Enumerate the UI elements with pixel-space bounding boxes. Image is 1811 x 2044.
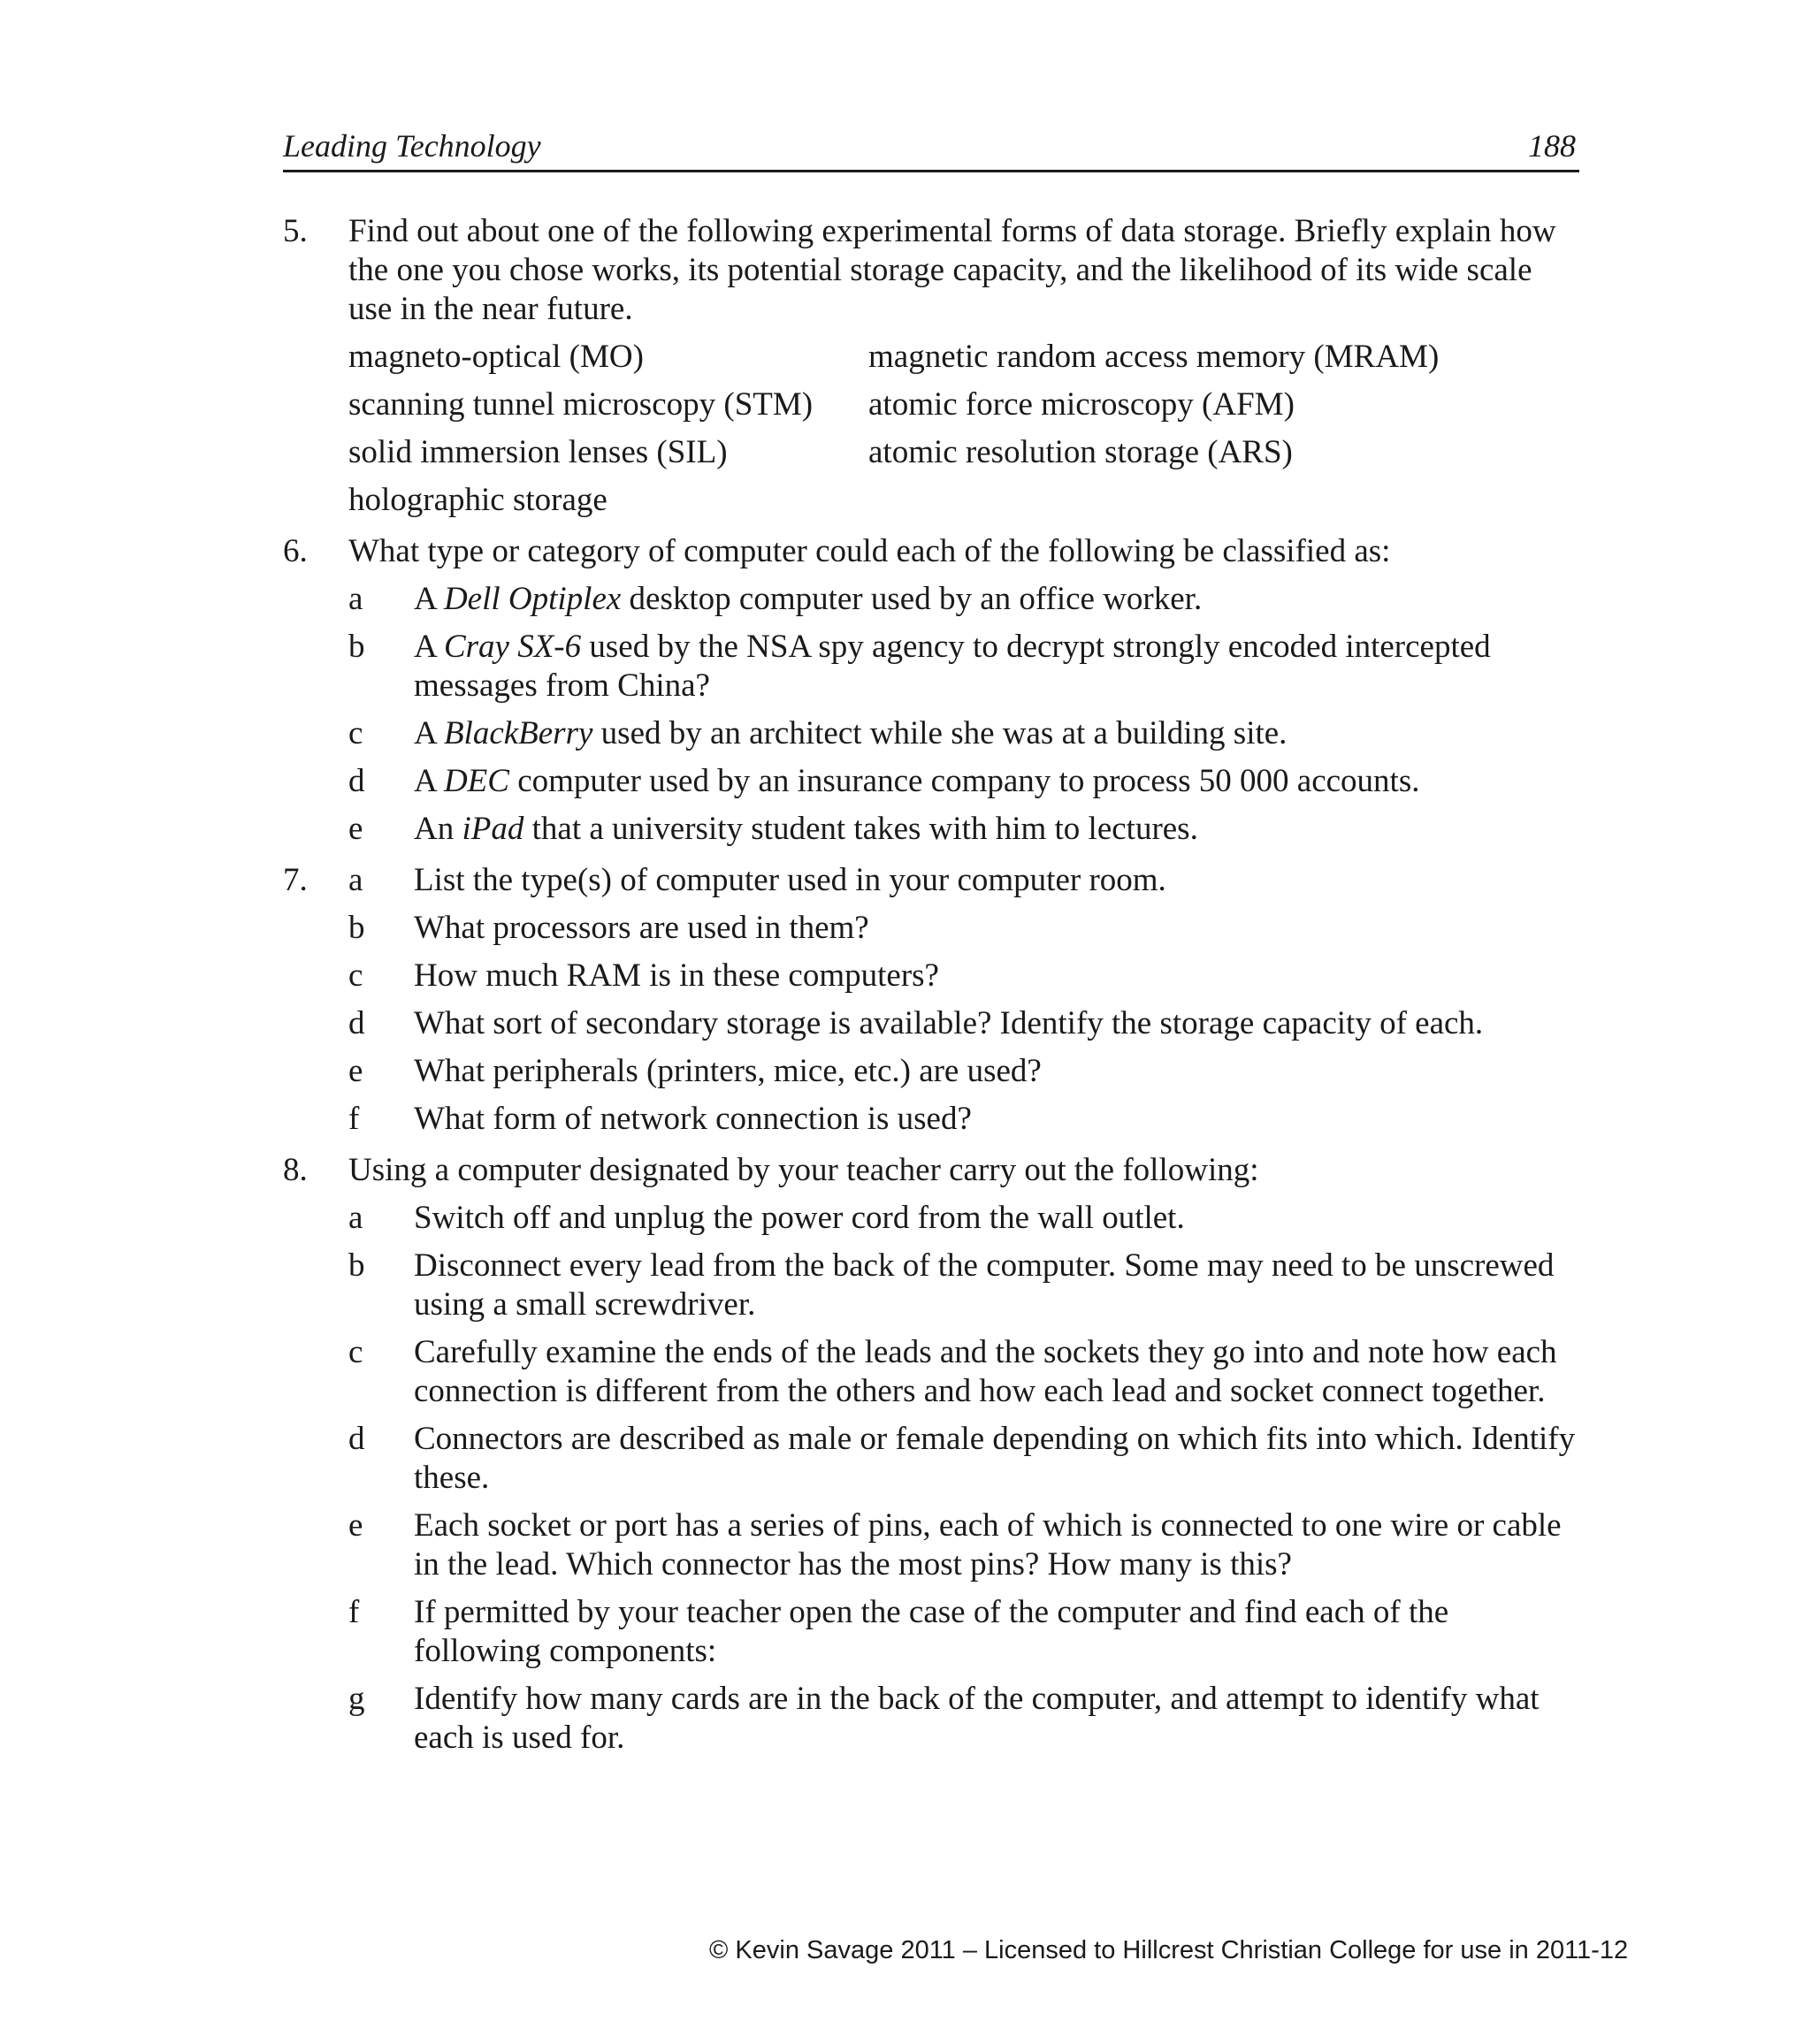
question-number: 7. [283,862,308,898]
question-text: Using a computer designated by your teacher carry out the following: [348,1152,1259,1188]
sub-question-d [348,762,1583,801]
question-text: Find out about one of the following experimental forms of data storage. Briefly explain how the one you chose works, its potential storage capacity, and the likelihood of its wide scale use in the near future. [348,213,1556,327]
sub-question-letter: c [348,1334,363,1370]
question-text: What type or category of computer could each of the following be classified as: [348,533,1391,569]
sub-question-e [348,1052,1583,1091]
sub-question-letter: c [348,957,363,994]
question-8-items [348,1199,1583,1758]
sub-question-letter: a [348,1200,363,1236]
sub-question-letter: b [348,910,365,946]
sub-question-d [348,1004,1583,1043]
sub-question-letter: f [348,1101,360,1137]
sub-question-text: What form of network connection is used? [414,1101,972,1137]
sub-question-text: Each socket or port has a series of pins, each of which is connected to one wire or cable in the lead. Which connector has the most pins? How many is this? [414,1507,1562,1583]
list-item: holographic storage [348,482,607,518]
sub-question-letter: d [348,1005,365,1041]
sub-question-text: Switch off and unplug the power cord from the wall outlet. [414,1200,1185,1236]
question-5 [283,212,1583,520]
text-run: used by an architect while she was at a building site. [592,715,1288,751]
question-6 [283,532,1583,849]
sub-question-letter: e [348,811,363,847]
copyright-footer: © Kevin Savage 2011 – Licensed to Hillcrest Christian College for use in 2011-12 [709,1936,1629,1964]
product-name: Dell Optiplex [443,581,622,617]
sub-question-letter: a [348,581,363,617]
sub-question-d [348,1420,1583,1498]
header-title: Leading Technology [283,128,541,164]
sub-question-text: List the type(s) of computer used in your computer room. [414,862,1166,898]
question-8 [283,1151,1583,1758]
sub-question-letter: b [348,1247,365,1284]
sub-question-c [348,714,1583,753]
page-content [283,212,1583,1766]
question-7-items [348,861,1583,1139]
sub-question-text: Identify how many cards are in the back of the computer, and attempt to identify what each is used for. [414,1681,1540,1756]
sub-question-letter: e [348,1507,363,1544]
sub-question-c [348,1333,1583,1411]
list-item: magneto-optical (MO) [348,339,644,375]
sub-question-letter: d [348,1421,365,1457]
sub-question-text [414,628,1583,705]
sub-question-b [348,909,1583,948]
sub-question-text [414,810,1583,849]
sub-question-letter: g [348,1681,365,1717]
sub-question-f [348,1100,1583,1139]
product-name: Cray SX-6 [443,629,582,665]
sub-question-letter: f [348,1594,360,1630]
sub-question-b [348,628,1583,705]
list-item: magnetic random access memory (MRAM) [868,339,1440,375]
sub-question-letter: d [348,763,365,799]
question-6-items [348,580,1583,849]
sub-question-c [348,957,1583,995]
sub-question-letter: e [348,1053,363,1089]
sub-question-b [348,1247,1583,1324]
text-run: that a university student takes with him to lectures. [523,811,1198,847]
list-item: atomic force microscopy (AFM) [868,386,1295,423]
sub-question-a [348,861,1583,900]
sub-question-text: What peripherals (printers, mice, etc.) are used? [414,1053,1042,1089]
question-number: 8. [283,1152,308,1188]
text-run: A [414,715,444,751]
sub-question-text: What sort of secondary storage is available? Identify the storage capacity of each. [414,1005,1484,1041]
sub-question-text: Carefully examine the ends of the leads and the sockets they go into and note how each connection is different from the others and how each lead and socket connect together. [414,1334,1557,1409]
text-run: A [414,629,444,665]
sub-question-g [348,1680,1583,1758]
text-run: An [414,811,462,847]
sub-question-a [348,580,1583,619]
text-run: A [414,763,444,799]
sub-question-text: If permitted by your teacher open the case of the computer and find each of the following components: [414,1594,1449,1669]
list-item: solid immersion lenses (SIL) [348,434,728,470]
sub-question-text: How much RAM is in these computers? [414,957,939,994]
list-item: scanning tunnel microscopy (STM) [348,386,814,423]
page-number: 188 [1528,128,1576,164]
sub-question-a [348,1199,1583,1238]
sub-question-text [414,580,1583,619]
sub-question-text: Disconnect every lead from the back of the computer. Some may need to be unscrewed using a small screwdriver. [414,1247,1555,1323]
sub-question-text [414,714,1583,753]
sub-question-e [348,1506,1583,1584]
sub-question-f [348,1593,1583,1671]
text-run: used by the NSA spy agency to decrypt strongly encoded intercepted messages from China? [414,629,1491,704]
sub-question-e [348,810,1583,849]
sub-question-letter: b [348,629,365,665]
question-7 [283,861,1583,1139]
text-run: computer used by an insurance company to process 50 000 accounts. [508,763,1420,799]
question-number: 6. [283,533,308,569]
question-number: 5. [283,213,308,249]
list-item: atomic resolution storage (ARS) [868,434,1293,470]
sub-question-text [414,762,1583,801]
sub-question-text: Connectors are described as male or female depending on which fits into which. Identify these. [414,1421,1576,1496]
product-name: BlackBerry [443,715,593,751]
text-run: desktop computer used by an office worker. [621,581,1203,617]
sub-question-text: What processors are used in them? [414,910,869,946]
storage-options-list [283,338,1583,520]
page-header [283,124,1579,172]
product-name: iPad [462,811,524,847]
sub-question-letter: a [348,862,363,898]
product-name: DEC [443,763,509,799]
sub-question-letter: c [348,715,363,751]
text-run: A [414,581,444,617]
